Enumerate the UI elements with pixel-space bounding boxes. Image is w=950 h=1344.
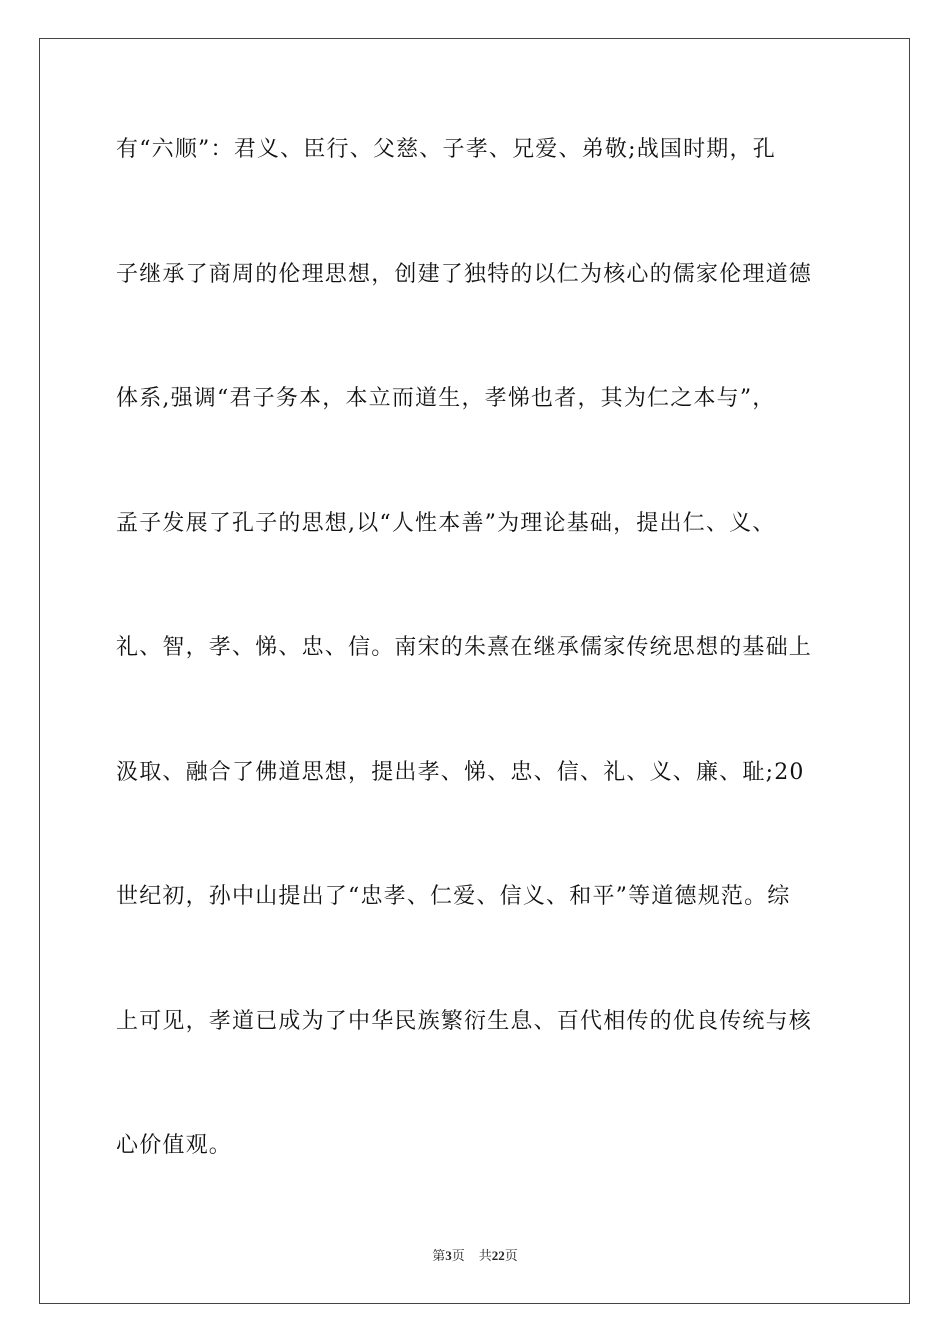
text-line-9: 心价值观。 (116, 1133, 233, 1158)
total-suffix: 页 (504, 1248, 518, 1263)
body-text (116, 128, 836, 1249)
page-suffix: 页 (451, 1248, 465, 1263)
page-prefix: 第 (432, 1248, 446, 1263)
current-page-number: 3 (445, 1248, 452, 1263)
text-line-8: 上可见，孝道已成为了中华民族繁衍生息、百代相传的优良传统与核 (116, 1008, 813, 1034)
text-line-7: 世纪初，孙中山提出了“忠孝、仁爱、信义、和平”等道德规范。综 (116, 884, 791, 909)
total-prefix: 共 (478, 1248, 492, 1263)
text-line-4: 孟子发展了孔子的思想,以“人性本善”为理论基础，提出仁、义、 (116, 510, 776, 536)
text-line-2: 子继承了商周的伦理思想，创建了独特的以仁为核心的儒家伦理道德 (116, 261, 813, 287)
page-footer (0, 1245, 950, 1264)
text-line-3: 体系,强调“君子务本，本立而道生，孝悌也者，其为仁之本与”， (116, 386, 776, 411)
text-line-5: 礼、智，孝、悌、忠、信。南宋的朱熹在继承儒家传统思想的基础上 (116, 635, 813, 660)
text-line-6: 汲取、融合了佛道思想，提出孝、悌、忠、信、礼、义、廉、耻;20 (116, 759, 805, 785)
total-page-count: 22 (491, 1248, 505, 1263)
text-line-1: 有“六顺”：君义、臣行、父慈、子孝、兄爱、弟敬;战国时期，孔 (116, 137, 776, 162)
